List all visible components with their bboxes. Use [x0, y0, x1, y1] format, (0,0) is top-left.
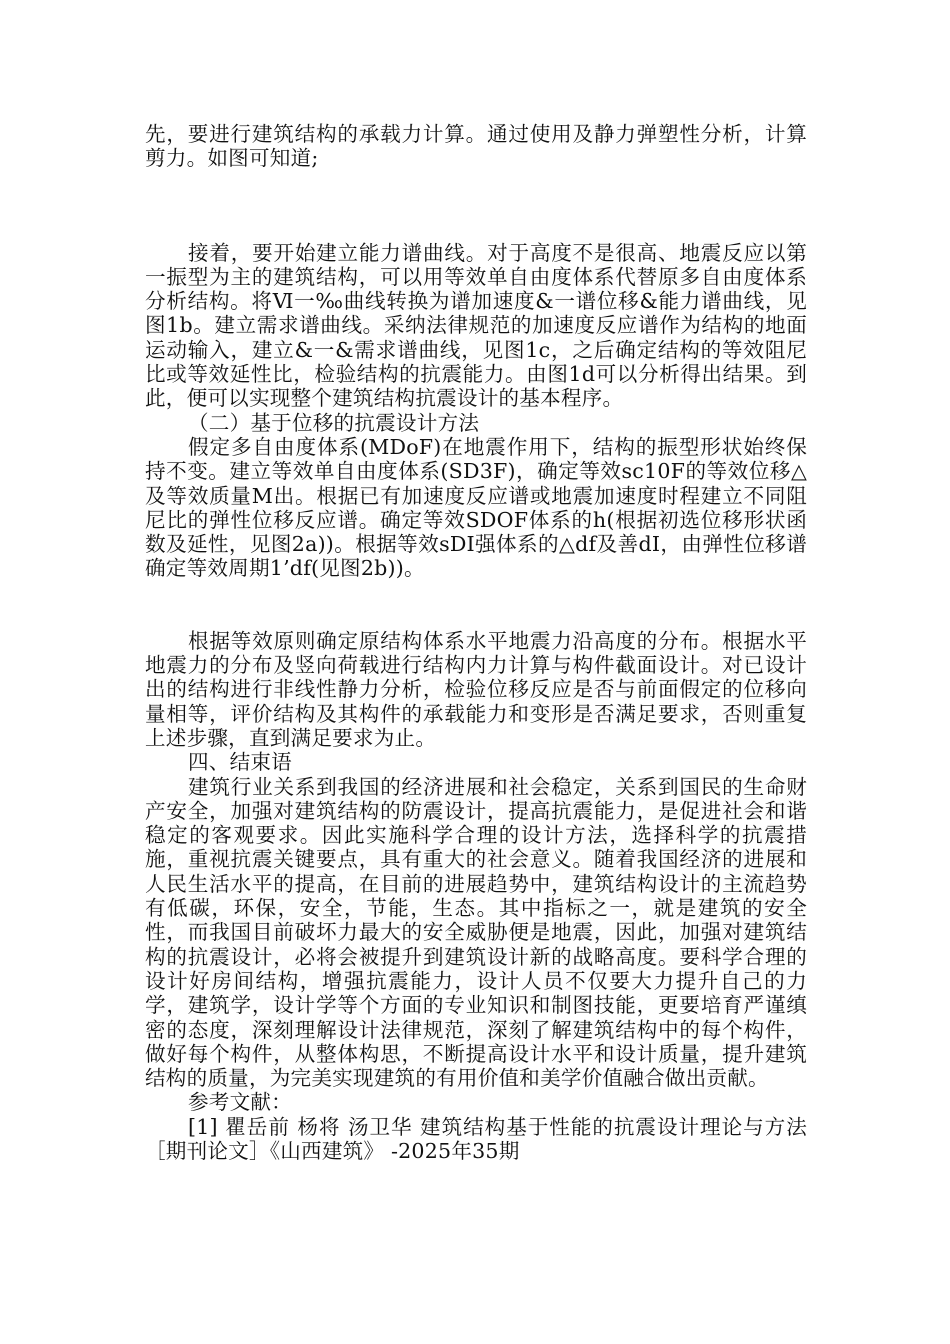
paragraph-capacity-spectrum: 接着，要开始建立能力谱曲线。对于高度不是很高、地震反应以第一振型为主的建筑结构，可以用等效单自由度体系代替原多自由度体系分析结构。将Ⅵ一‰曲线转换为谱加速度&一谱位移&能力谱曲线，见图1b。建立需求谱曲线。采纳法律规范的加速度反应谱作为结构的地面运动输入，建立&一&需求谱曲线，见图1c，之后确定结构的等效阻尼比或等效延性比，检验结构的抗震能力。由图1d可以分析得出结果。到此，便可以实现整个建筑结构抗震设计的基本程序。 — [145, 240, 807, 411]
paragraph-mdof: 假定多自由度体系(MDoF)在地震作用下，结构的振型形状始终保持不变。建立等效单自由度体系(SD3F)，确定等效sc10F的等效位移△及等效质量M出。根据已有加速度反应谱或地震加速度时程建立不同阻尼比的弹性位移反应谱。确定等效SDOF体系的h(根据初选位移形状函数及延性，见图2a))。根据等效sDI强体系的△df及善dI，由弹性位移谱确定等效周期1’df(见图2b))。 — [145, 434, 807, 581]
references-heading: 参考文献： — [188, 1090, 292, 1115]
figure-gap — [145, 171, 807, 241]
paragraph-conclusion: 建筑行业关系到我国的经济进展和社会稳定，关系到国民的生命财产安全，加强对建筑结构的防震设计，提高抗震能力，是促进社会和谐稳定的客观要求。因此实施科学合理的设计方法，选择科学的抗震措施，重视抗震关键要点，具有重大的社会意义。随着我国经济的进展和人民生活水平的提高，在目前的进展趋势中，建筑结构设计的主流趋势有低碳，环保，安全，节能，生态。其中指标之一，就是建筑的安全性，而我国目前破坏力最大的安全威胁便是地震，因此，加强对建筑结构的抗震设计，必将会被提升到建筑设计新的战略高度。要科学合理的设计好房间结构，增强抗震能力，设计人员不仅要大力提升自己的力学，建筑学，设计学等个方面的专业知识和制图技能，更要培育严谨缜密的态度，深刻理解设计法律规范，深刻了解建筑结构中的每个构件，做好每个构件，从整体构思，不断提高设计水平和设计质量，提升建筑结构的质量，为完美实现建筑的有用价值和美学价值融合做出贡献。 — [145, 774, 807, 1091]
paragraph-intro: 先，要进行建筑结构的承载力计算。通过使用及静力弹塑性分析，计算剪力。如图可知道; — [145, 122, 807, 171]
figure-gap — [145, 581, 807, 629]
document-page — [145, 122, 807, 1163]
reference-item: [1] 瞿岳前 杨将 汤卫华 建筑结构基于性能的抗震设计理论与方法［期刊论文］《山西建筑》 -2025年35期 — [145, 1114, 807, 1163]
paragraph-equivalent-principle: 根据等效原则确定原结构体系水平地震力沿高度的分布。根据水平地震力的分布及竖向荷载进行结构内力计算与构件截面设计。对已设计出的结构进行非线性静力分析，检验位移反应是否与前面假定的位移向量相等，评价结构及其构件的承载能力和变形是否满足要求，否则重复上述步骤，直到满足要求为止。 — [145, 628, 807, 750]
section-heading-conclusion: 四、结束语 — [188, 750, 292, 775]
section-heading-displacement-method: （二）基于位移的抗震设计方法 — [188, 410, 480, 435]
